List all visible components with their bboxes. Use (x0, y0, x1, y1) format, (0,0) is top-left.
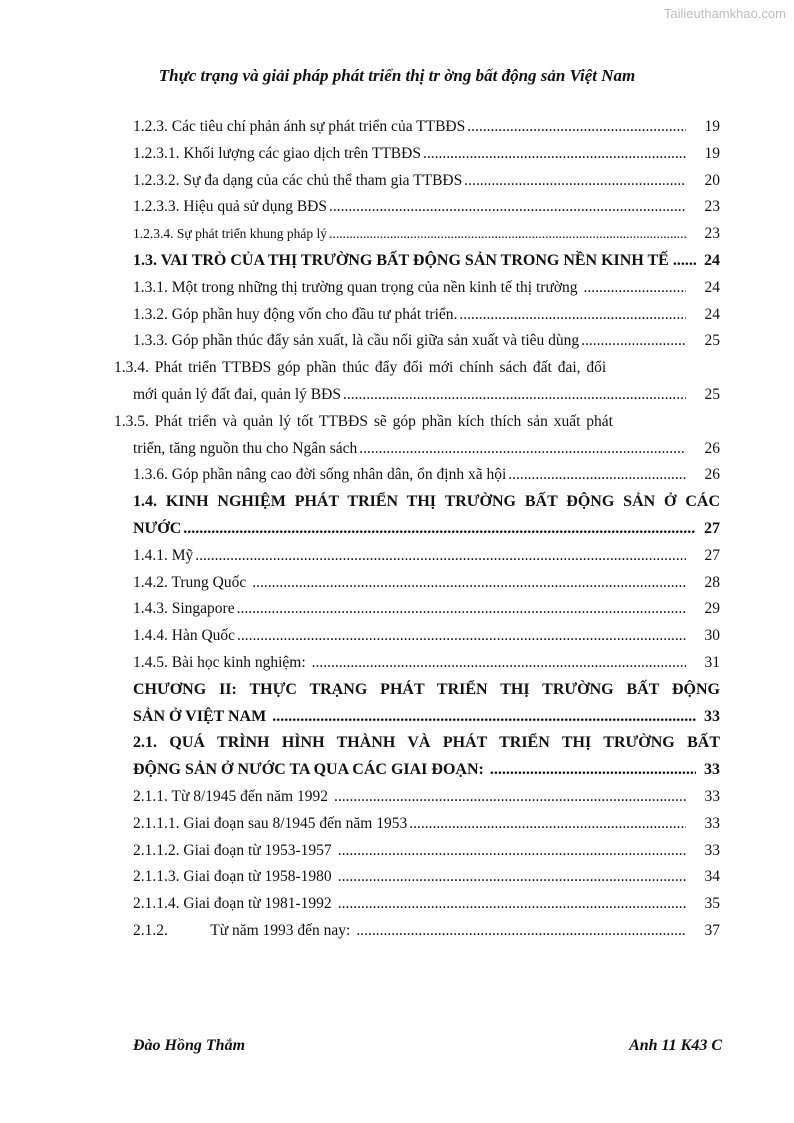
page-header: Thực trạng và giải pháp phát triển thị tr ờng bất động sản Việt Nam (158, 66, 636, 85)
toc-section-heading: 1.3. VAI TRÒ CỦA THỊ TRƯỜNG BẤT ĐỘNG SẢN TRONG NỀN KINH TẾ ..... 24 (133, 248, 720, 275)
toc-section-heading: ĐỘNG SẢN Ở NƯỚC TA QUA CÁC GIAI ĐOẠN: ..... 33 (133, 757, 720, 784)
footer-author: Đào Hồng Thắm (133, 1037, 246, 1054)
toc-entry: 1.4.4. Hàn Quốc ..... 30 (133, 623, 720, 650)
toc-entry: 2.1.2. Từ năm 1993 đến nay: ..... 37 (133, 918, 720, 945)
toc-chapter-heading-line1: CHƯƠNG II: THỰC TRẠNG PHÁT TRIỂN THỊ TRƯỜNG BẤT ĐỘNG (133, 680, 720, 698)
toc-entry: 1.2.3.2. Sự đa dạng của các chủ thể tham gia TTBĐS ..... 20 (133, 168, 720, 195)
toc-section-heading-line1: 1.4. KINH NGHIỆM PHÁT TRIỂN THỊ TRƯỜNG BẤT ĐỘNG SẢN Ở CÁC (133, 493, 720, 511)
toc-entry: 2.1.1.3. Giai đoạn từ 1958-1980 ..... 34 (133, 864, 720, 891)
toc-entry: triển, tăng nguồn thu cho Ngân sách ..... 26 (133, 436, 720, 463)
toc-entry: 1.4.1. Mỹ ..... 27 (133, 543, 720, 570)
toc-entry: 1.2.3. Các tiêu chí phản ánh sự phát triển của TTBĐS ..... 19 (133, 114, 720, 141)
toc-entry-line1: 1.3.5. Phát triển và quản lý tốt TTBĐS sẽ góp phần kích thích sản xuất phát (114, 412, 613, 430)
toc-entry: 1.4.2. Trung Quốc ..... 28 (133, 570, 720, 597)
toc-entry: 1.2.3.1. Khối lượng các giao dịch trên TTBĐS ..... 19 (133, 141, 720, 168)
table-of-contents (0, 114, 794, 945)
toc-entry: 2.1.1.2. Giai đoạn từ 1953-1957 ..... 33 (133, 838, 720, 865)
toc-entry: 2.1.1. Từ 8/1945 đến năm 1992 ..... 33 (133, 784, 720, 811)
watermark: Tailieuthamkhao.com (663, 6, 786, 21)
toc-entry: 1.4.5. Bài học kinh nghiệm: ..... 31 (133, 650, 720, 677)
toc-entry: 1.3.1. Một trong những thị trường quan trọng của nền kinh tế thị trường ..... 24 (133, 275, 720, 302)
toc-entry: 2.1.1.1. Giai đoạn sau 8/1945 đến năm 1953 ..... 33 (133, 811, 720, 838)
toc-entry: 2.1.1.4. Giai đoạn từ 1981-1992 ..... 35 (133, 891, 720, 918)
toc-entry: 1.2.3.3. Hiệu quả sử dụng BĐS ..... 23 (133, 194, 720, 221)
toc-chapter-heading: SẢN Ở VIỆT NAM ..... 33 (133, 704, 720, 731)
toc-entry: 1.4.3. Singapore ..... 29 (133, 596, 720, 623)
toc-entry: mới quản lý đất đai, quản lý BĐS ..... 25 (133, 382, 720, 409)
toc-section-heading-line1: 2.1. QUÁ TRÌNH HÌNH THÀNH VÀ PHÁT TRIỂN THỊ TRƯỜNG BẤT (133, 734, 720, 752)
toc-entry-line1: 1.3.4. Phát triển TTBĐS góp phần thúc đẩy đổi mới chính sách đất đai, đổi (114, 359, 607, 377)
footer-class: Anh 11 K43 C (629, 1037, 722, 1054)
toc-entry: 1.3.6. Góp phần nâng cao đời sống nhân dân, ổn định xã hội ..... 26 (133, 462, 720, 489)
toc-entry: 1.3.2. Góp phần huy động vốn cho đầu tư phát triển. ..... 24 (133, 302, 720, 329)
toc-entry: 1.2.3.4. Sự phát triển khung pháp lý ..... 23 (133, 221, 720, 248)
toc-section-heading: NƯỚC ..... 27 (133, 516, 720, 543)
toc-entry: 1.3.3. Góp phần thúc đẩy sản xuất, là cầu nối giữa sản xuất và tiêu dùng ..... 25 (133, 328, 720, 355)
